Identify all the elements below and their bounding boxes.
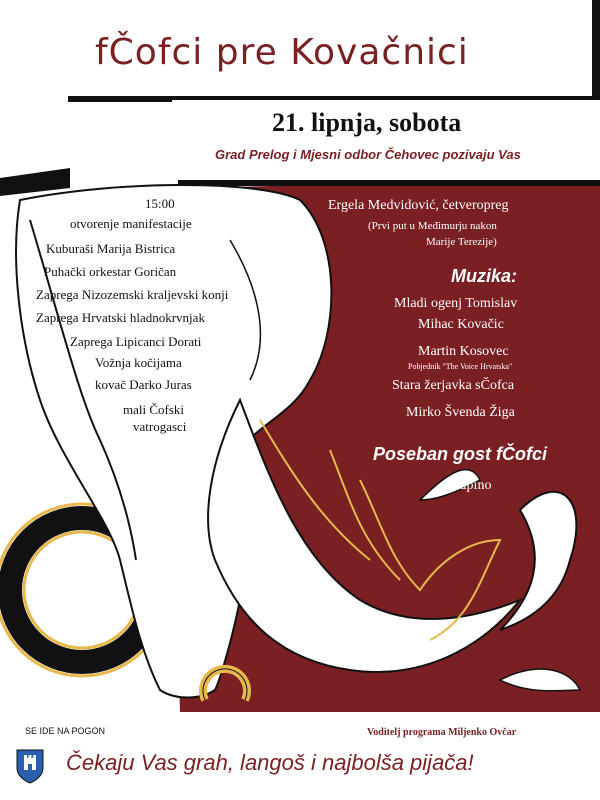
program-item: Vožnja kočijama [95, 355, 182, 370]
special-guest-heading: Poseban gost fČofci [373, 444, 548, 464]
program-item: otvorenje manifestacije [70, 216, 192, 231]
main-act: Ergela Medvidović, četveropreg [328, 198, 509, 213]
coat-of-arms-icon [15, 748, 45, 784]
main-act-note: (Prvi put u Međimurju nakon [368, 220, 497, 232]
music-act: Mirko Švenda Žiga [406, 405, 515, 420]
special-guest: Lupino [451, 478, 492, 493]
program-item: Kuburaši Marija Bistrica [46, 241, 176, 256]
program-item: Puhački orkestar Goričan [44, 264, 177, 279]
program-item: Zaprega Lipicanci Dorati [70, 334, 202, 349]
program-item: Zaprega Hrvatski hladnokrvnjak [36, 310, 205, 325]
footer-note: SE IDE NA POGON [25, 726, 106, 736]
main-act-note: Marije Terezije) [426, 236, 497, 248]
music-heading: Muzika: [451, 266, 518, 286]
footer-slogan: Čekaju Vas grah, langoš i najbolša pijača! [66, 750, 474, 775]
music-act: Martin Kosovec [418, 344, 509, 359]
music-act: Stara žerjavka sČofca [392, 378, 515, 393]
invitation-line: Grad Prelog i Mjesni odbor Čehovec pozivaju Vas [215, 147, 521, 162]
music-act-note: Pobjednik "The Voice Hrvatska" [408, 362, 513, 371]
program-item: Zaprega Nizozemski kraljevski konji [36, 287, 229, 302]
top-left-shadow [0, 168, 70, 196]
program-time: 15:00 [145, 196, 175, 211]
program-host: Voditelj programa Miljenko Ovčar [367, 727, 517, 738]
poster-title: fČofci pre Kovačnici [95, 32, 469, 73]
event-date: 21. lipnja, sobota [272, 108, 462, 137]
music-act: Mladi ogenj Tomislav [394, 296, 518, 311]
program-item: mali Čofski [123, 402, 185, 417]
program-item: kovač Darko Juras [95, 377, 192, 392]
program-item: vatrogasci [133, 419, 187, 434]
music-act: Mihac Kovačic [418, 317, 504, 332]
